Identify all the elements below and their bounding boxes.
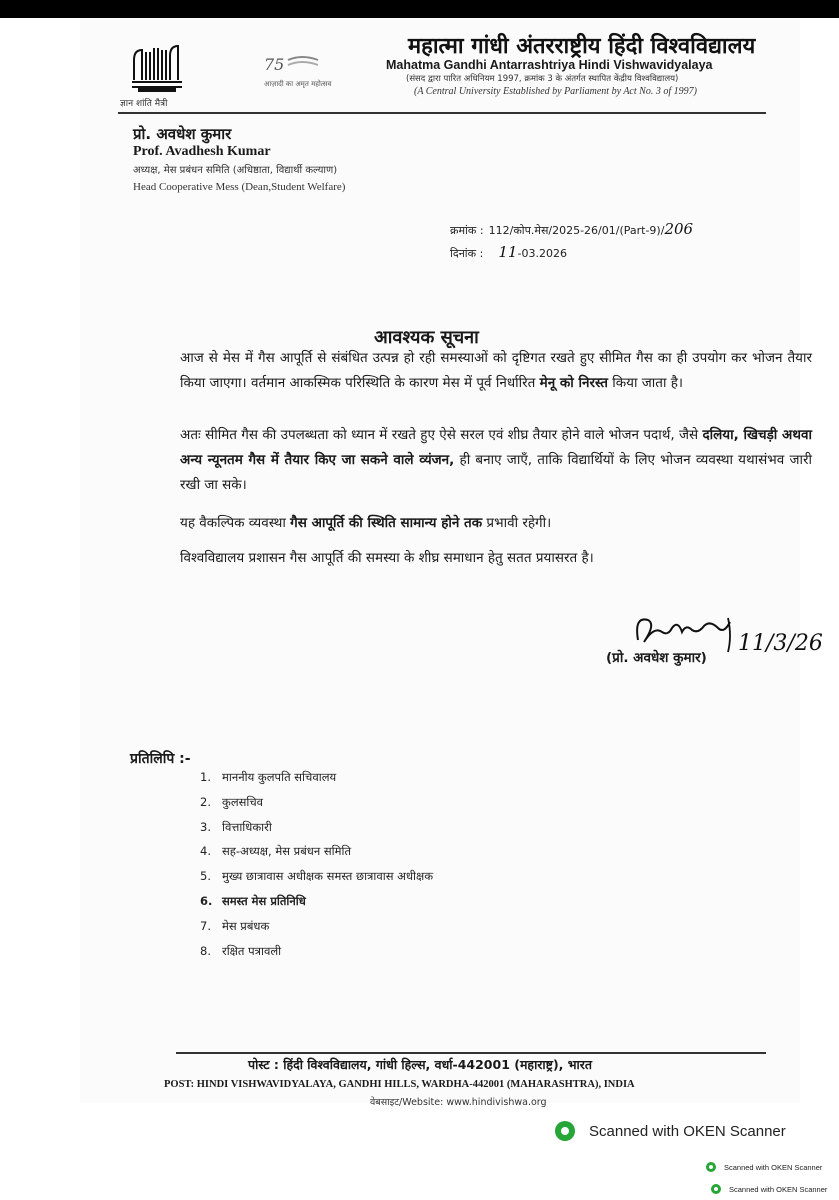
scanner-watermark-text: Scanned with OKEN Scanner	[724, 1162, 823, 1172]
notice-p1-text: आज से मेस में गैस आपूर्ति से संबंधित उत्पन्न हो रही समस्याओं को दृष्टिगत रखते हुए सीमित गैस का ही उपयोग कर भोजन तैयार किया जाएगा। वर्तमान आकस्मिक परिस्थिति के कारण मेस में पूर्व निर्धारित	[180, 350, 812, 391]
notice-p2-start: अतः सीमित गैस की उपलब्धता को ध्यान में रखते हुए ऐसे सरल एवं शीघ्र तैयार होने वाले भोजन पदार्थ, जैसे	[180, 427, 699, 443]
notice-paragraph-2	[134, 423, 812, 498]
signatory-name: (प्रो. अवधेश कुमार)	[606, 650, 707, 666]
notice-p2-bold: दलिया, खिचड़ी अथवा अन्य न्यूनतम गैस में तैयार किए जा सकने वाले व्यंजन,	[180, 427, 812, 468]
list-item: 2. कुलसचिव	[200, 794, 264, 809]
footer-address-english: POST: HINDI VISHWAVIDYALAYA, GANDHI HILLS, WARDHA-442001 (MAHARASHTRA), INDIA	[164, 1079, 635, 1090]
sender-name-hindi: प्रो. अवधेश कुमार	[133, 125, 232, 143]
emblem-motto: ज्ञान शांति मैत्री	[120, 99, 168, 109]
list-item: 6. समस्त मेस प्रतिनिधि	[200, 893, 306, 908]
notice-p3-start: यह वैकल्पिक व्यवस्था	[180, 515, 286, 531]
list-item: 3. वित्ताधिकारी	[200, 819, 272, 834]
notice-p1-end: किया जाता है।	[612, 375, 684, 391]
scanner-logo-icon	[706, 1162, 716, 1172]
university-name-hindi: महात्मा गांधी अंतरराष्ट्रीय हिंदी विश्वविद्यालय	[408, 34, 756, 59]
header-divider	[118, 112, 766, 114]
list-item: 5. मुख्य छात्रावास अधीक्षक समस्त छात्रावास अधीक्षक	[200, 869, 434, 884]
scanner-logo-icon	[555, 1121, 575, 1141]
university-name-english: Mahatma Gandhi Antarrashtriya Hindi Vishwavidyalaya	[386, 58, 713, 72]
top-black-bar	[0, 0, 839, 18]
reference-date-handwritten: 11	[498, 243, 518, 261]
sender-name-english: Prof. Avadhesh Kumar	[133, 144, 271, 159]
sender-designation-hindi: अध्यक्ष, मेस प्रबंधन समिति (अधिष्ठाता, विद्यार्थी कल्याण)	[133, 165, 338, 176]
amrit-mahotsav-caption: आज़ादी का अमृत महोत्सव	[264, 80, 332, 88]
reference-date-label: दिनांक :	[450, 247, 484, 260]
list-item: 4. सह-अध्यक्ष, मेस प्रबंधन समिति	[200, 844, 352, 859]
notice-p3-bold: गैस आपूर्ति की स्थिति सामान्य होने तक	[290, 515, 483, 531]
notice-p2-end: ही बनाए जाएँ, ताकि विद्यार्थियों के लिए भोजन व्यवस्था यथासंभव जारी रखी जा सके।	[180, 452, 812, 493]
footer-address-hindi: पोस्ट : हिंदी विश्वविद्यालय, गांधी हिल्स, वर्धा-442001 (महाराष्ट्र), भारत	[248, 1057, 593, 1072]
notice-p4-text: विश्वविद्यालय प्रशासन गैस आपूर्ति की समस्या के शीघ्र समाधान हेतु सतत प्रयासरत है।	[180, 550, 594, 566]
notice-paragraph-4	[134, 546, 812, 571]
footer-divider	[176, 1052, 766, 1054]
scanner-watermark-small-2	[711, 1184, 827, 1194]
sender-designation-english: Head Cooperative Mess (Dean,Student Welfare)	[133, 181, 346, 193]
established-note-english: (A Central University Established by Parliament by Act No. 3 of 1997)	[414, 86, 697, 97]
signature-date: 11/3/26	[738, 631, 823, 656]
notice-paragraph-3	[134, 511, 812, 536]
notice-p1-bold: मेनू को निरस्त	[539, 375, 608, 391]
reference-number-handwritten: 206	[664, 220, 694, 238]
amrit-mahotsav-logo-icon	[262, 52, 332, 98]
copy-to-heading: प्रतिलिपि :-	[130, 751, 191, 767]
reference-number-value: 112/कोप.मेस/2025-26/01/(Part-9)/	[488, 224, 665, 237]
reference-number	[450, 219, 693, 238]
established-note-hindi: (संसद द्वारा पारित अधिनियम 1997, क्रमांक 3 के अंतर्गत स्थापित केंद्रीय विश्वविद्यालय)	[406, 74, 679, 84]
scanner-watermark-text: Scanned with OKEN Scanner	[729, 1184, 828, 1194]
reference-number-label: क्रमांक :	[450, 224, 484, 237]
list-item: 7. मेस प्रबंधक	[200, 918, 270, 933]
scanner-logo-icon	[711, 1184, 721, 1194]
scanner-watermark-text: Scanned with OKEN Scanner	[589, 1122, 786, 1140]
reference-date-value: -03.2026	[517, 247, 567, 260]
list-item: 1. माननीय कुलपति सचिवालय	[200, 770, 337, 784]
copy-to-list	[200, 770, 433, 968]
notice-paragraph-1	[134, 346, 812, 396]
scanner-watermark-main	[555, 1121, 786, 1141]
notice-p3-end: प्रभावी रहेगी।	[486, 515, 552, 531]
notice-title: आवश्यक सूचना	[374, 327, 479, 348]
list-item: 8. रक्षित पत्रावली	[200, 943, 282, 958]
svg-text:75: 75	[264, 55, 285, 74]
reference-date	[450, 242, 567, 261]
scanner-watermark-small-1	[706, 1162, 822, 1172]
footer-website: वेबसाइट/Website: www.hindivishwa.org	[370, 1097, 547, 1108]
